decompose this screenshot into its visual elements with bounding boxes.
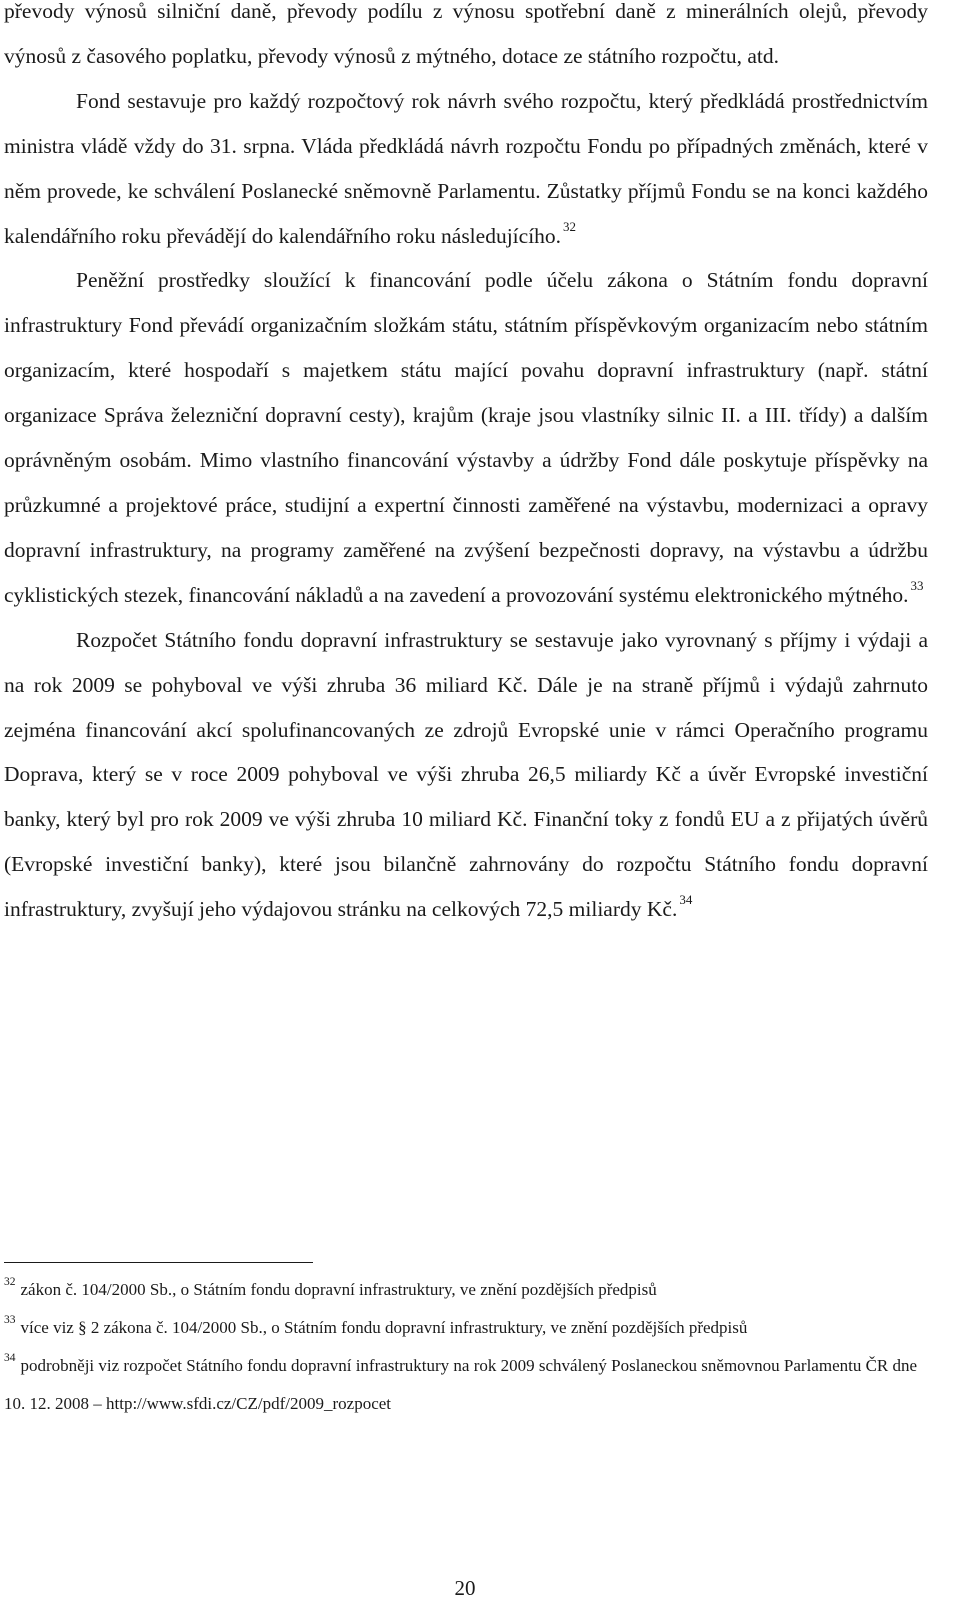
footnote-reference[interactable]: 33	[910, 577, 924, 593]
paragraph-text: převody výnosů silniční daně, převody podílu z výnosu spotřební daně z minerálních olejů, převody výnosů z časového poplatku, převody výnosů z mýtného, dotace ze státního rozpočtu, atd.	[4, 0, 928, 68]
footnote-text: zákon č. 104/2000 Sb., o Státním fondu dopravní infrastruktury, ve znění pozdějších předpisů	[20, 1280, 657, 1299]
paragraph-text: Peněžní prostředky sloužící k financování podle účelu zákona o Státním fondu dopravní infrastruktury Fond převádí organizačním složkám státu, státním příspěvkovým organizacím nebo státním organizacím, které hospodaří s majetkem státu mající povahu dopravní infrastruktury (např. státní organizace Správa železniční dopravní cesty), krajům (kraje jsou vlastníky silnic II. a III. třídy) a dalším oprávněným osobám. Mimo vlastního financování výstavby a údržby Fond dále poskytuje příspěvky na průzkumné a projektové práce, studijní a expertní činnosti zaměřené na výstavbu, modernizaci a opravy dopravní infrastruktury, na programy zaměřené na zvýšení bezpečnosti dopravy, na výstavbu a údržbu cyklistických stezek, financování nákladů a na zavedení a provozování systému elektronického mýtného.	[4, 268, 928, 607]
paragraph-text: Fond sestavuje pro každý rozpočtový rok návrh svého rozpočtu, který předkládá prostřednictvím ministra vládě vždy do 31. srpna. Vláda předkládá návrh rozpočtu Fondu po případných změnách, které v něm provede, ke schválení Poslanecké sněmovně Parlamentu. Zůstatky příjmů Fondu se na konci každého kalendářního roku převádějí do kalendářního roku následujícího.	[4, 88, 928, 248]
footnote-34	[4, 1347, 928, 1423]
paragraph-fund-budget-proposal	[4, 79, 928, 259]
paragraph-fund-transfers	[4, 258, 928, 617]
paragraph-text: Rozpočet Státního fondu dopravní infrastruktury se sestavuje jako vyrovnaný s příjmy i výdaji a na rok 2009 se pohyboval ve výši zhruba 36 miliard Kč. Dále je na straně příjmů i výdajů zahrnuto zejména financování akcí spolufinancovaných ze zdrojů Evropské unie v rámci Operačního programu Doprava, který se v roce 2009 pohyboval ve výši zhruba 26,5 miliardy Kč a úvěr Evropské investiční banky, který byl pro rok 2009 ve výši zhruba 10 miliard Kč. Finanční toky z fondů EU a z přijatých úvěrů (Evropské investiční banky), které jsou bilančně zahrnovány do rozpočtu Státního fondu dopravní infrastruktury, zvyšují jeho výdajovou stránku na celkových 72,5 miliardy Kč.	[4, 627, 928, 922]
body-text	[4, 0, 928, 932]
footnote-mark: 32	[4, 1276, 16, 1288]
footnote-mark: 33	[4, 1314, 16, 1326]
footnotes	[4, 1271, 928, 1423]
footnote-32	[4, 1271, 928, 1309]
footnote-separator	[4, 1262, 313, 1263]
footnote-33	[4, 1309, 928, 1347]
footnote-reference[interactable]: 32	[563, 218, 577, 234]
document-page	[4, 0, 928, 932]
paragraph-fund-budget-2009	[4, 618, 928, 932]
footnote-text: více viz § 2 zákona č. 104/2000 Sb., o Státním fondu dopravní infrastruktury, ve znění pozdějších předpisů	[20, 1318, 748, 1337]
footnote-reference[interactable]: 34	[679, 892, 693, 908]
footnote-mark: 34	[4, 1352, 16, 1364]
paragraph-continuation	[4, 0, 928, 79]
footnote-text: podrobněji viz rozpočet Státního fondu dopravní infrastruktury na rok 2009 schválený Poslaneckou sněmovnou Parlamentu ČR dne 10. 12. 2008 – http://www.sfdi.cz/CZ/pdf/2009_rozpocet	[4, 1356, 918, 1413]
page-number: 20	[454, 1576, 476, 1600]
